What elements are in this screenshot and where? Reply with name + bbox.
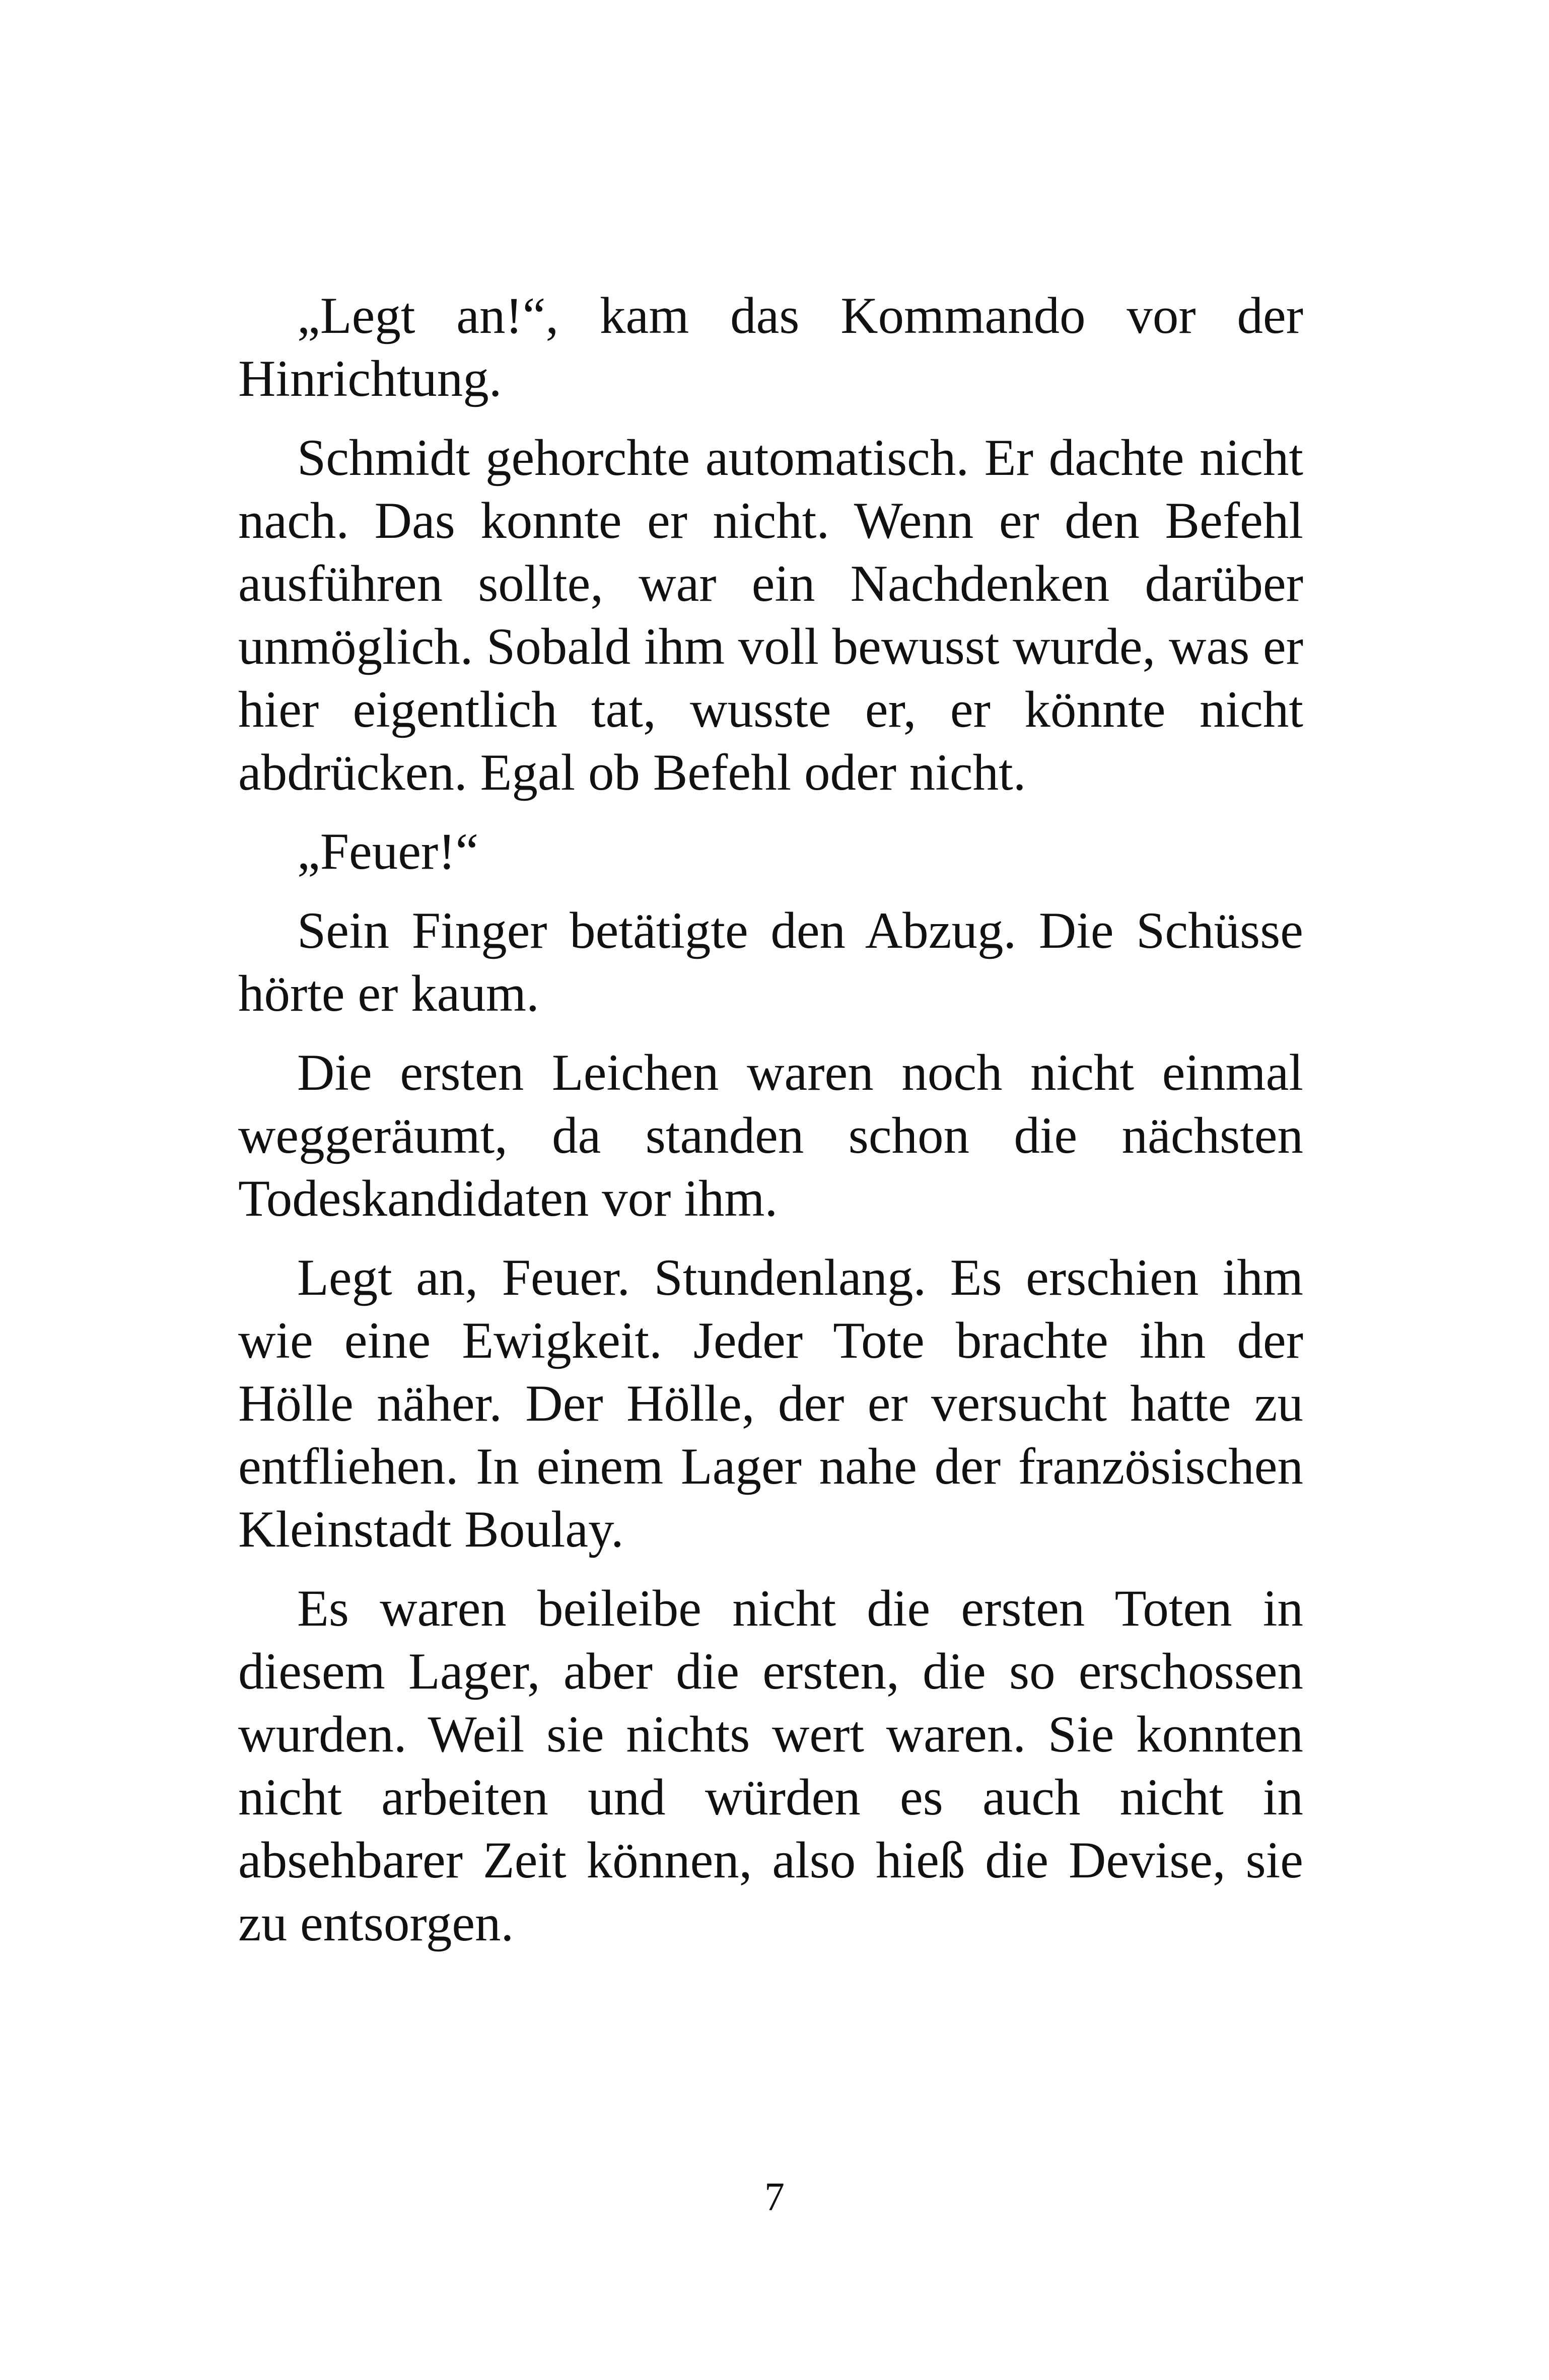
paragraph: Sein Finger betätigte den Abzug. Die Schüsse hörte er kaum. xyxy=(238,902,1303,1022)
page-number: 7 xyxy=(764,2175,785,2219)
paragraph: Es waren beileibe nicht die ersten Toten in diesem Lager, aber die ersten, die so erschossen wurden. Weil sie nichts wert waren. Sie konnten nicht arbeiten und würden es auch nicht in absehbarer Zeit können, also hieß die Devise, sie zu entsorgen. xyxy=(238,1580,1303,1952)
paragraph: „Legt an!“, kam das Kommando vor der Hinrichtung. xyxy=(238,287,1303,407)
paragraph: Die ersten Leichen waren noch nicht einmal weggeräumt, da standen schon die nächsten Todeskandidaten vor ihm. xyxy=(238,1044,1303,1227)
paragraph: „Feuer!“ xyxy=(297,823,479,880)
body-text xyxy=(238,285,1303,1971)
paragraph: Legt an, Feuer. Stundenlang. Es erschien ihm wie eine Ewigkeit. Jeder Tote brachte ihn der Hölle näher. Der Hölle, der er versucht hatte zu entfliehen. In einem Lager nahe der französischen Kleinstadt Boulay. xyxy=(238,1249,1303,1558)
paragraph: Schmidt gehorchte automatisch. Er dachte nicht nach. Das konnte er nicht. Wenn er den Befehl ausführen sollte, war ein Nachdenken darüber unmöglich. Sobald ihm voll bewusst wurde, was er hier eigentlich tat, wusste er, er könnte nicht abdrücken. Egal ob Befehl oder nicht. xyxy=(238,429,1303,801)
